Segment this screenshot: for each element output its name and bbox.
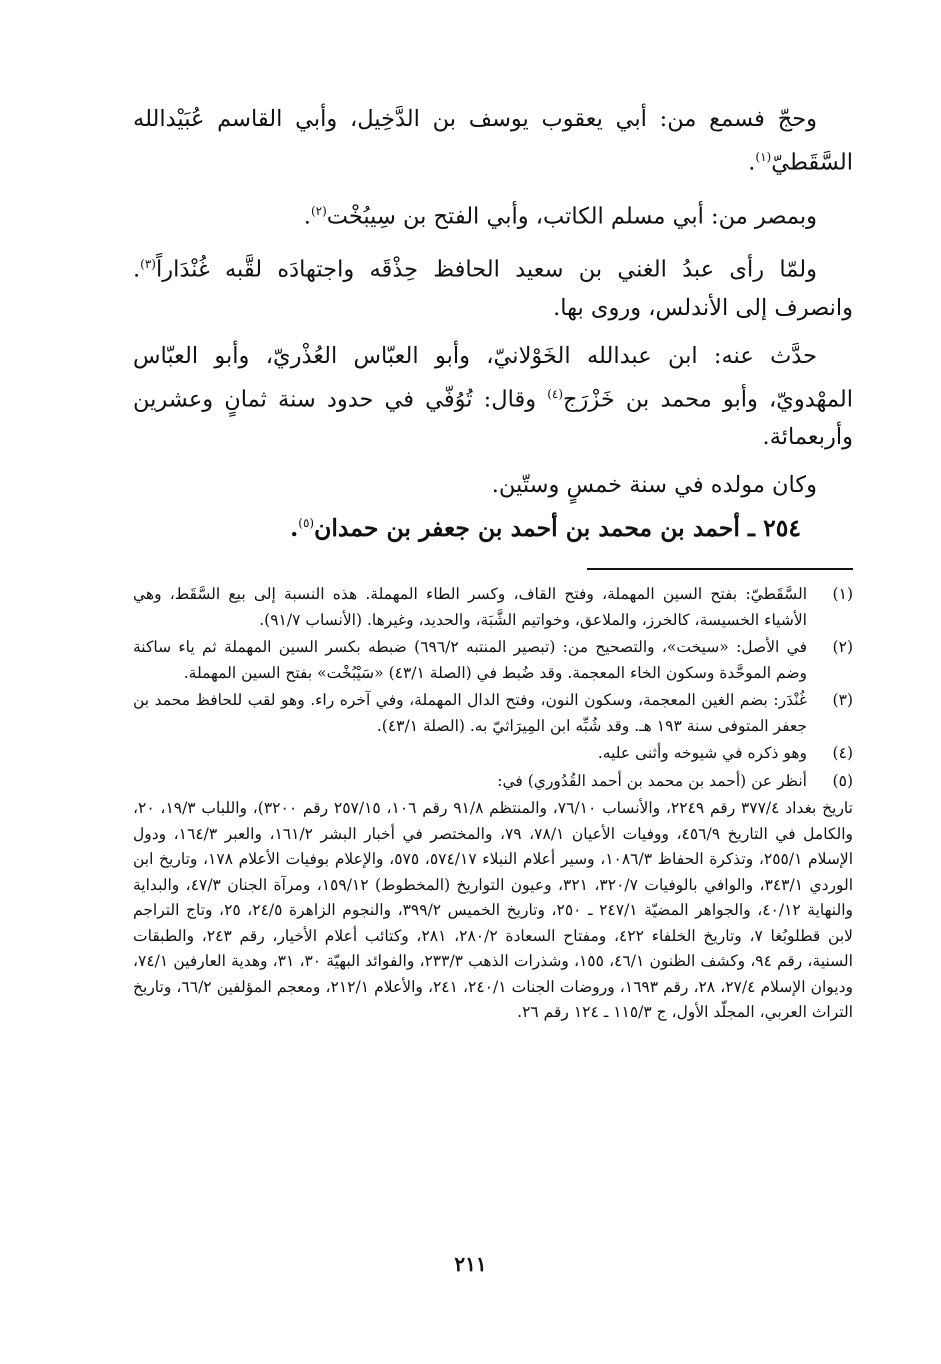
footnote-text: غُنْدَر: بضم الغين المعجمة، وسكون النون، وفتح الدال المهملة، وفي آخره راء. وهو لقب للحافظ محمد بن جعفر المتوفى سنة ١٩٣ هـ. وقد شُبِّه ابن المِيرَاثيّ به. (الصلة ٤٣/١).	[133, 691, 807, 735]
footnote-references: تاريخ بغداد ٣٧٧/٤ رقم ٢٢٤٩، والأنساب ٧٦/١٠، والمنتظم ٩١/٨ رقم ١٠٦، ٢٥٧/١٥ رقم ٣٢٠٠)، واللباب ١٩/٣، ٢٠، والكامل في التاريخ ٤٥٦/٩، ووفيات الأعيان ٧٨/١، ٧٩، والمختصر في أخبار البشر ١٦١/٢، والعبر ١٦٤/٣، ودول الإسلام ٢٥٥/١، وتذكرة الحفاظ ١٠٨٦/٣، وسير أعلام النبلاء ٥٧٤/١٧، ٥٧٥، والإعلام بوفيات الأعلام ١٧٨، وتاريخ ابن الوردي ٣٤٣/١، والوافي بالوفيات ٣٢٠/٧، ٣٢١، وعيون التواريخ (المخطوط) ١٥٩/١٢، ومرآة الجنان ٤٧/٣، والبداية والنهاية ٤٠/١٢، والجواهر المضيّة ٢٤٧/١ ـ ٢٥٠، وتاريخ الخميس ٣٩٩/٢، والنجوم الزاهرة ٢٤/٥، ٢٥، وتاج التراجم لابن قطلوبُغا ٧، وتاريخ الخلفاء ٤٢٢، ومفتاح السعادة ٢٨٠/٢، ٢٨١، وكتائب أعلام الأخيار، رقم ٢٤٣، والطبقات السنية، رقم ٩٤، وكشف الظنون ٤٦/١، ١٥٥، وشذرات الذهب ٢٣٣/٣، والفوائد البهيّة ٣٠، ٣١، وهدية العارفين ٧٤/١، وديوان الإسلام ٢٧/٤، ٢٨، رقم ١٦٩٣، وروضات الجنات ٢٤٠/١، ٢٤١، والأعلام ٢١٢/١، ومعجم المؤلفين ٦٦/٢، وتاريخ التراث العربي، المجلّد الأول، ج ١١٥/٣ ـ ١٢٤ رقم ٢٦.	[133, 799, 854, 1021]
footnote-1	[133, 582, 853, 633]
footnote-number: (٢)	[832, 638, 853, 656]
footnote-text: أنظر عن (أحمد بن محمد بن أحمد القُدُوري) في:	[497, 771, 807, 790]
paragraph-end: .	[303, 203, 311, 229]
footnote-number: (٥)	[832, 771, 853, 790]
footnote-text: في الأصل: «سيخت»، والتصحيح من: (تبصير المنتبه ٦٩٦/٢) ضبطه بكسر السين المهملة ثم ياء ساكنة وضم الموحَّدة وسكون الخاء المعجمة. وقد ضُبط في (الصلة ٤٣/١) «سَيْبُخْت» بفتح السين المهملة.	[133, 638, 807, 682]
paragraph-text: وكان مولده في سنة خمسٍ وستّين.	[491, 472, 817, 498]
main-text	[133, 100, 853, 514]
paragraph-end: . وانصرف إلى الأندلس، وروى بها.	[133, 256, 853, 321]
footnote-number: (٣)	[832, 691, 853, 709]
footnote-divider	[587, 568, 853, 570]
entry-end: .	[290, 513, 299, 542]
footnote-number: (١)	[832, 585, 853, 603]
footnote-number: (٤)	[832, 744, 853, 762]
paragraph-text: ولمّا رأى عبدُ الغني بن سعيد الحافظ حِذْقَه واجتهادَه لقَّبه غُنْدَاراً	[155, 256, 817, 283]
paragraph-text: وبمصر من: أبي مسلم الكاتب، وأبي الفتح بن سِيبُخْت	[326, 203, 817, 229]
paragraph-narrators	[133, 337, 853, 457]
footnote-5	[133, 769, 853, 795]
footnote-marker[interactable]: (٣)	[140, 257, 156, 271]
entry-title: ٢٥٤ ـ أحمد بن محمد بن أحمد بن جعفر بن حمدان	[314, 513, 801, 542]
footnote-3	[133, 688, 853, 739]
paragraph-ghundar	[133, 245, 853, 327]
footnote-marker[interactable]: (٢)	[310, 203, 327, 218]
footnotes	[133, 582, 853, 1026]
paragraph-travel	[133, 100, 853, 182]
paragraph-text: حدَّث عنه: ابن عبدالله الخَوْلانيّ، وأبو العبّاس العُذْريّ، وأبو العبّاس المهْدويّ، وأبو محمد بن خَزْرَج	[133, 342, 853, 412]
footnote-text: وهو ذكره في شيوخه وأثنى عليه.	[597, 744, 807, 762]
paragraph-end: .	[748, 149, 756, 176]
footnote-marker[interactable]: (١)	[755, 150, 772, 164]
entry-heading	[101, 503, 801, 548]
paragraph-text: وحجّ فسمع من: أبي يعقوب يوسف بن الدَّخِيل، وأبي القاسم عُبَيْدالله السَّقَطيّ	[133, 106, 853, 176]
footnote-text: السَّقَطيّ: بفتح السين المهملة، وفتح القاف، وكسر الطاء المهملة. هذه النسبة إلى بيع السَّقَط، وهي الأشياء الخسيسة، كالخرز، والملاعق، وخواتيم الشَّبَة، والحديد، وغيرها. (الأنساب ٩١/٧).	[133, 585, 807, 629]
footnote-marker[interactable]: (٤)	[547, 386, 564, 401]
paragraph-birth	[133, 466, 853, 504]
footnote-4	[133, 741, 853, 767]
footnote-marker[interactable]: (٥)	[298, 516, 315, 530]
paragraph-end: وقال: تُوُفّي في حدود سنة ثمانٍ وعشرين وأربعمائة.	[133, 386, 853, 450]
page-number: ٢١١	[454, 1252, 487, 1276]
footnote-2	[133, 635, 853, 686]
paragraph-egypt	[133, 192, 853, 236]
